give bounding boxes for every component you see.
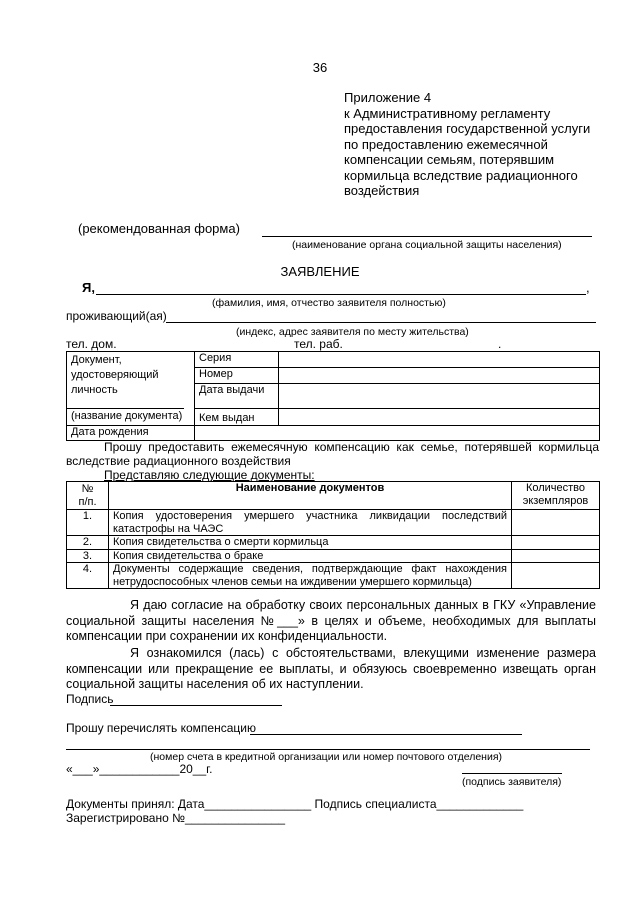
account-line[interactable] <box>66 749 590 750</box>
issue-date-label: Дата выдачи <box>195 384 279 409</box>
doc-row-name: Копия удостоверения умершего участника ликвидации последствий катастрофы на ЧАЭС <box>109 510 512 536</box>
transfer-label: Прошу перечислять компенсацию <box>66 721 256 735</box>
doc-row-name: Копия свидетельства о смерти кормильца <box>109 536 512 550</box>
doc-row-num: 2. <box>67 536 109 550</box>
doc-name-caption: (название документа) <box>71 410 183 422</box>
id-doc-line: Документ, <box>71 354 122 366</box>
birth-date-label: Дата рождения <box>67 426 195 441</box>
appendix-line: предоставления государственной услуги <box>344 121 591 136</box>
applicant-comma: , <box>586 280 590 295</box>
applicant-signature-line[interactable] <box>462 773 562 774</box>
issued-by-value[interactable] <box>279 409 600 426</box>
address-line[interactable] <box>166 322 596 323</box>
id-doc-line: личность <box>71 384 118 396</box>
doc-row-count[interactable] <box>512 536 600 550</box>
appendix-line: Приложение 4 <box>344 90 432 105</box>
signature-label: Подпись <box>66 692 114 706</box>
recommended-form-label: (рекомендованная форма) <box>78 221 240 236</box>
tel-work-label: тел. раб. <box>294 337 343 351</box>
appendix-line: компенсации семьям, потерявшим <box>344 152 555 167</box>
number-value[interactable] <box>279 368 600 384</box>
tel-home-label: тел. дом. <box>66 337 117 351</box>
org-name-line[interactable] <box>262 236 592 237</box>
date-line[interactable]: «___»____________20__г. <box>66 762 213 776</box>
registered-line[interactable]: Зарегистрировано №_______________ <box>66 811 286 825</box>
request-text: Прошу предоставить ежемесячную компенсацию как семье, потерявшей кормильца вследствие радиационного воздействия <box>66 440 599 468</box>
doc-row-num: 3. <box>67 549 109 563</box>
issue-date-value[interactable] <box>279 384 600 409</box>
doc-row-name: Копия свидетельства о браке <box>109 549 512 563</box>
tel-work-dot: . <box>498 337 502 351</box>
birth-date-value[interactable] <box>195 426 600 441</box>
doc-row-count[interactable] <box>512 510 600 536</box>
appendix-line: воздействия <box>344 183 420 198</box>
series-value[interactable] <box>279 352 600 368</box>
doc-row-num: 1. <box>67 510 109 536</box>
docs-intro: Представляю следующие документы: <box>104 468 315 482</box>
address-caption: (индекс, адрес заявителя по месту жительства) <box>236 326 469 338</box>
org-name-caption: (наименование органа социальной защиты населения) <box>292 239 562 251</box>
fio-caption: (фамилия, имя, отчество заявителя полностью) <box>212 297 446 309</box>
transfer-line[interactable] <box>250 734 522 735</box>
doc-row-num: 4. <box>67 563 109 589</box>
appendix-line: кормильца вследствие радиационного <box>344 167 578 183</box>
form-title: ЗАЯВЛЕНИЕ <box>280 264 360 279</box>
series-label: Серия <box>195 352 279 368</box>
appendix-header <box>344 90 614 199</box>
acknowledge-text: Я ознакомился (лась) с обстоятельствами, влекущими изменение размера компенсации или прекращение ее выплаты, и обязуюсь своевременно извещать орган социальной защиты населения об их наступлении. <box>66 646 596 691</box>
page-number: 36 <box>312 60 328 75</box>
issued-by-label: Кем выдан <box>195 409 279 426</box>
residing-label: проживающий(ая) <box>66 309 167 323</box>
doc-row-count[interactable] <box>512 563 600 589</box>
header-count: Количество экземпляров <box>512 482 600 510</box>
header-name: Наименование документов <box>109 482 512 510</box>
consent-text: Я даю согласие на обработку своих персональных данных в ГКУ «Управление социальной защиты населения №___» в целях и объеме, необходимых для выплаты компенсации при сохранении их конфиденциальности. <box>66 598 596 643</box>
signature-line[interactable] <box>110 705 282 706</box>
doc-row-name: Документы содержащие сведения, подтверждающие факт нахождения нетрудоспособных членов семьи на иждивении умершего кормильца) <box>109 563 512 589</box>
applicant-prefix: Я, <box>82 280 95 295</box>
number-label: Номер <box>195 368 279 384</box>
header-num: № п/п. <box>67 482 109 510</box>
accepted-line[interactable]: Документы принял: Дата________________ Подпись специалиста_____________ <box>66 797 524 811</box>
account-caption: (номер счета в кредитной организации или номер почтового отделения) <box>150 751 503 763</box>
appendix-line: по предоставлению ежемесячной <box>344 136 548 152</box>
id-document-table <box>66 351 600 441</box>
applicant-name-line[interactable] <box>96 294 586 295</box>
documents-table <box>66 481 600 589</box>
appendix-line: к Административному регламенту <box>344 105 551 121</box>
applicant-signature-caption: (подпись заявителя) <box>462 776 562 788</box>
id-doc-cell <box>67 352 195 426</box>
id-doc-line: удостоверяющий <box>71 369 159 381</box>
doc-row-count[interactable] <box>512 549 600 563</box>
